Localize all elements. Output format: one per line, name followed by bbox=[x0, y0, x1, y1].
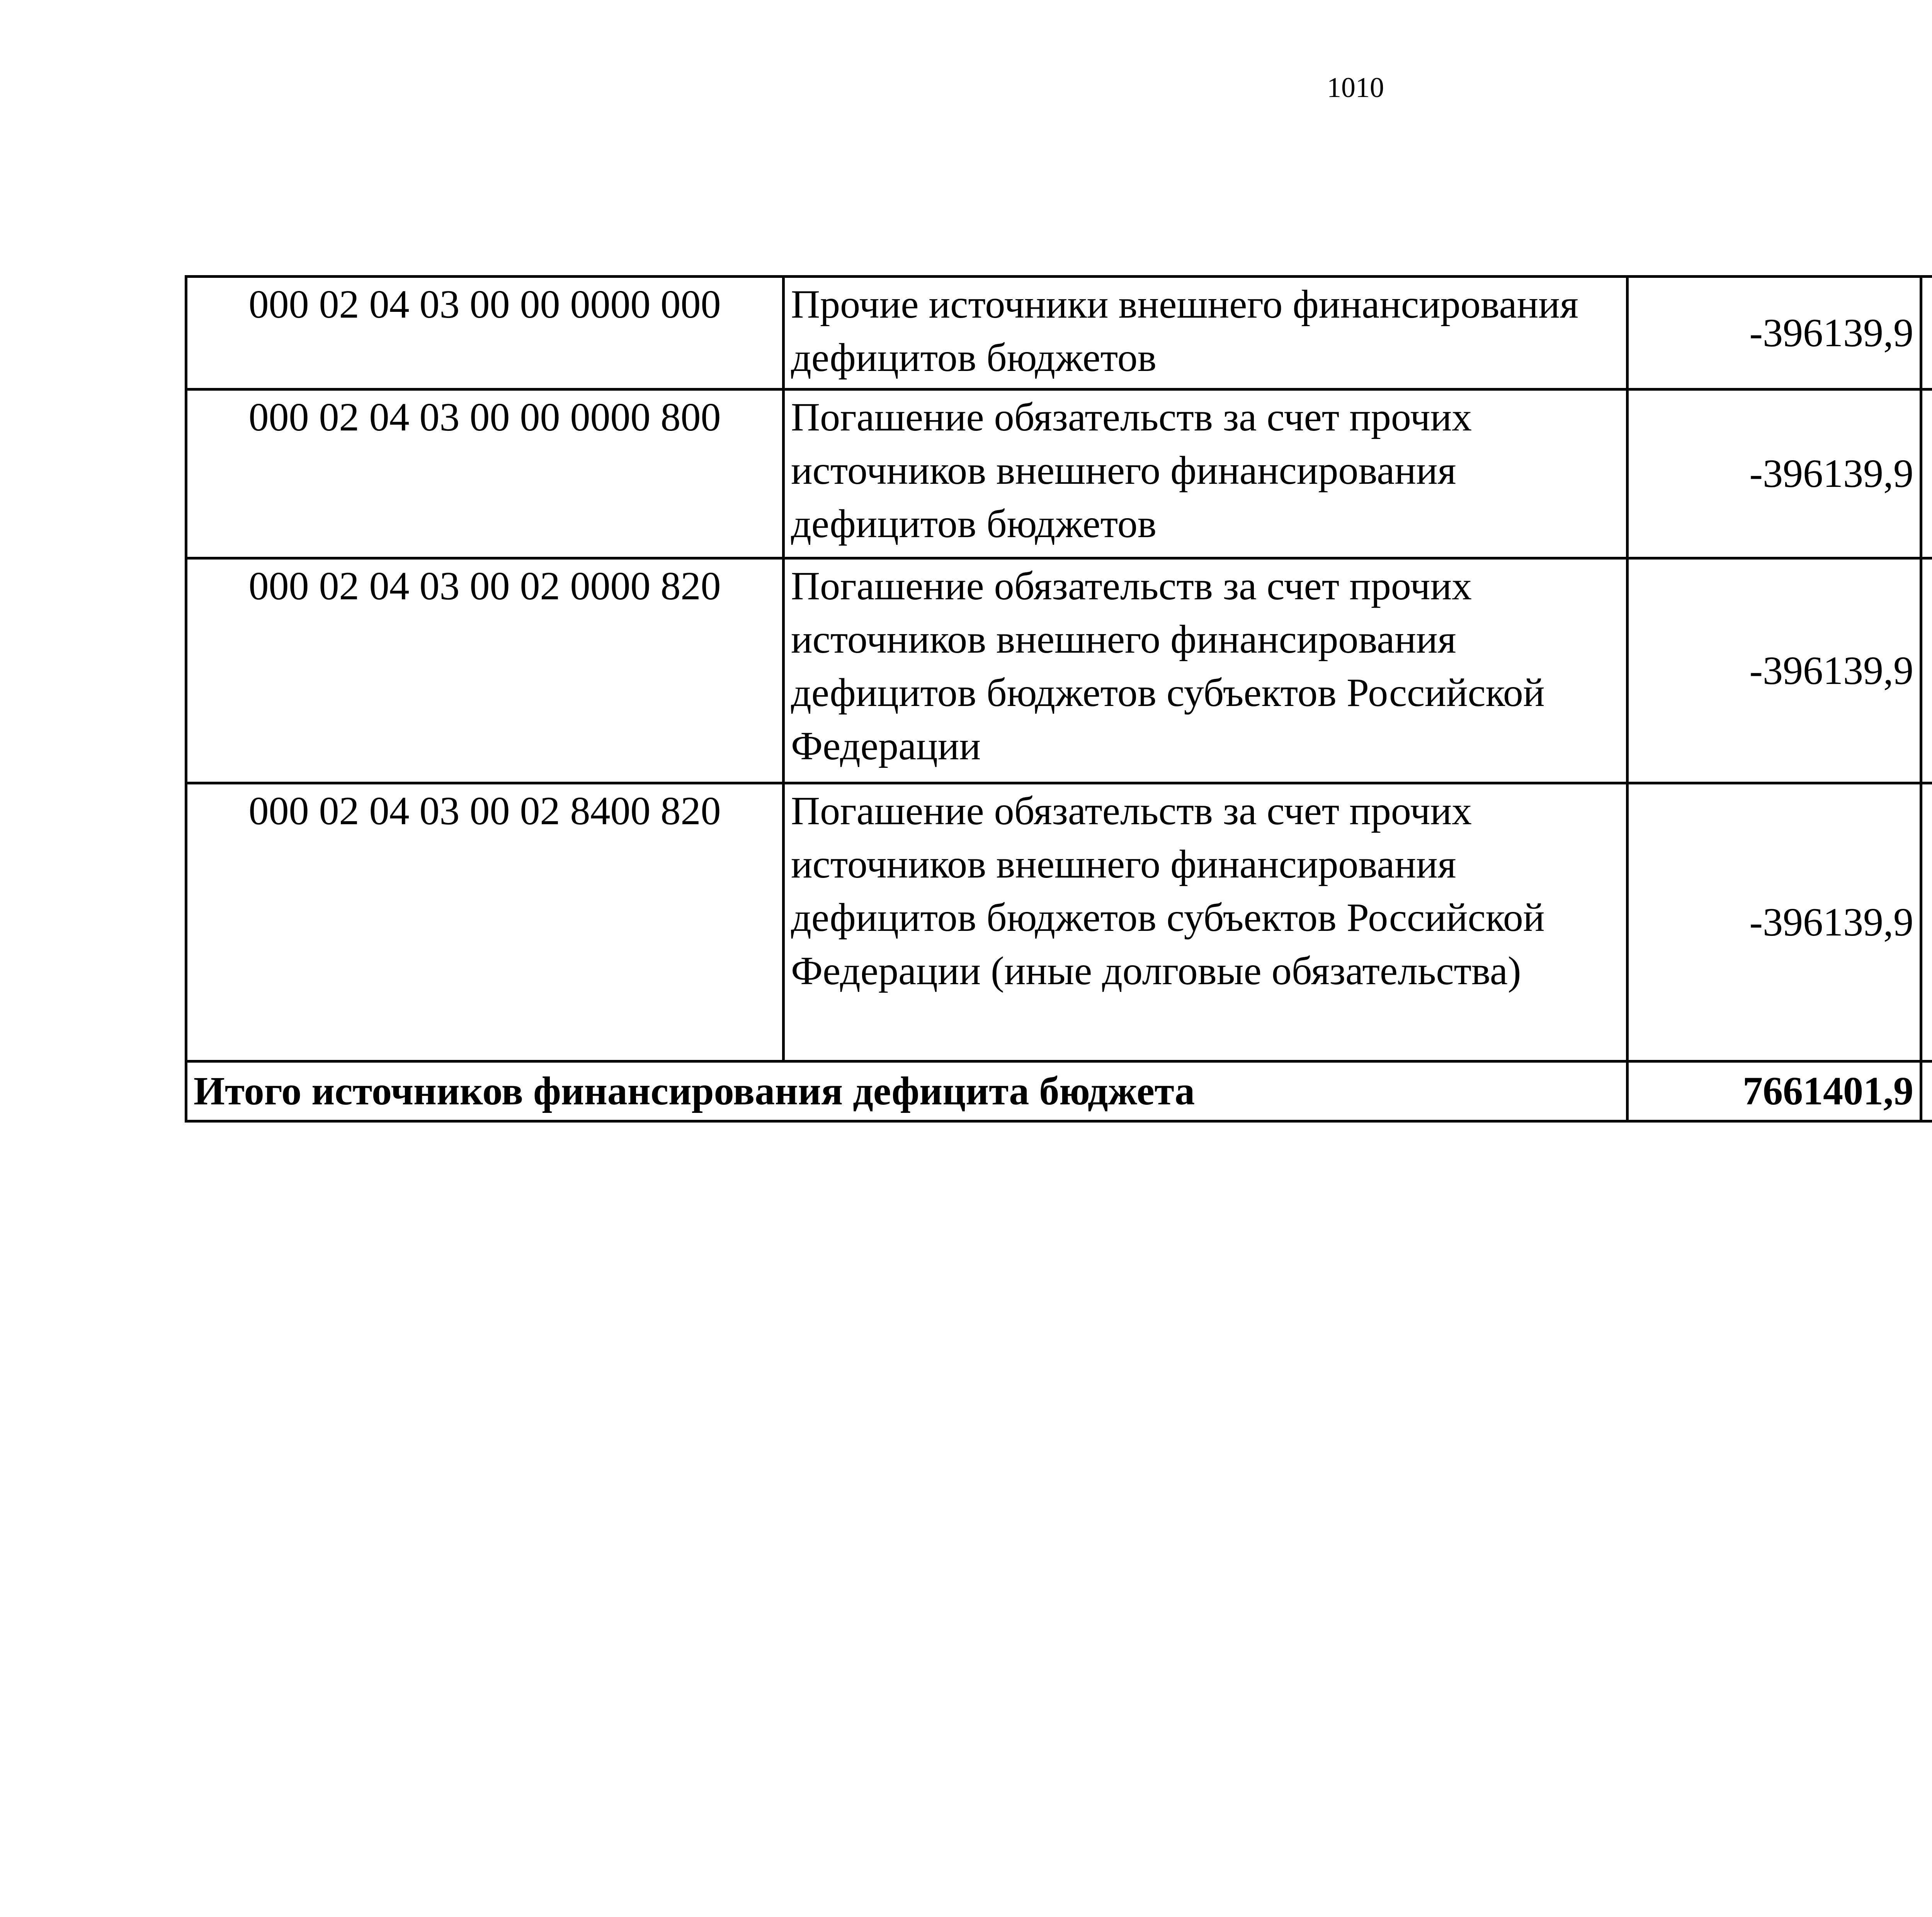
value-year-1-cell: -396139,9 bbox=[1628, 277, 1921, 390]
budget-sources-table bbox=[185, 275, 1932, 1123]
value-year-1-cell: -396139,9 bbox=[1628, 783, 1921, 1061]
total-row bbox=[186, 1061, 1932, 1121]
total-label: Итого источников финансирования дефицита бюджета bbox=[186, 1061, 1628, 1121]
description-cell: Прочие источники внешнего финансирования дефицитов бюджетов bbox=[784, 277, 1628, 390]
value-year-2-cell bbox=[1921, 277, 1932, 390]
description-cell: Погашение обязательств за счет прочих источников внешнего финансирования дефицитов бюджетов bbox=[784, 390, 1628, 558]
value-year-1-cell: -396139,9 bbox=[1628, 558, 1921, 783]
value-year-2-cell bbox=[1921, 783, 1932, 1061]
description-cell: Погашение обязательств за счет прочих источников внешнего финансирования дефицитов бюджетов субъектов Российской Федерации bbox=[784, 558, 1628, 783]
description-cell: Погашение обязательств за счет прочих источников внешнего финансирования дефицитов бюджетов субъектов Российской Федерации (иные долговые обязательства) bbox=[784, 783, 1628, 1061]
total-value-year-2 bbox=[1921, 1061, 1932, 1121]
budget-code-cell: 000 02 04 03 00 02 8400 820 bbox=[186, 783, 784, 1061]
budget-code-cell: 000 02 04 03 00 00 0000 800 bbox=[186, 390, 784, 558]
table-row bbox=[186, 390, 1932, 558]
value-year-2-cell bbox=[1921, 558, 1932, 783]
value-year-2-cell bbox=[1921, 390, 1932, 558]
table-row bbox=[186, 277, 1932, 390]
budget-code-cell: 000 02 04 03 00 02 0000 820 bbox=[186, 558, 784, 783]
total-value-year-1: 7661401,9 bbox=[1628, 1061, 1921, 1121]
page-number: 1010 bbox=[1327, 72, 1384, 104]
value-year-1-cell: -396139,9 bbox=[1628, 390, 1921, 558]
table-row bbox=[186, 558, 1932, 783]
budget-code-cell: 000 02 04 03 00 00 0000 000 bbox=[186, 277, 784, 390]
table-row bbox=[186, 783, 1932, 1061]
